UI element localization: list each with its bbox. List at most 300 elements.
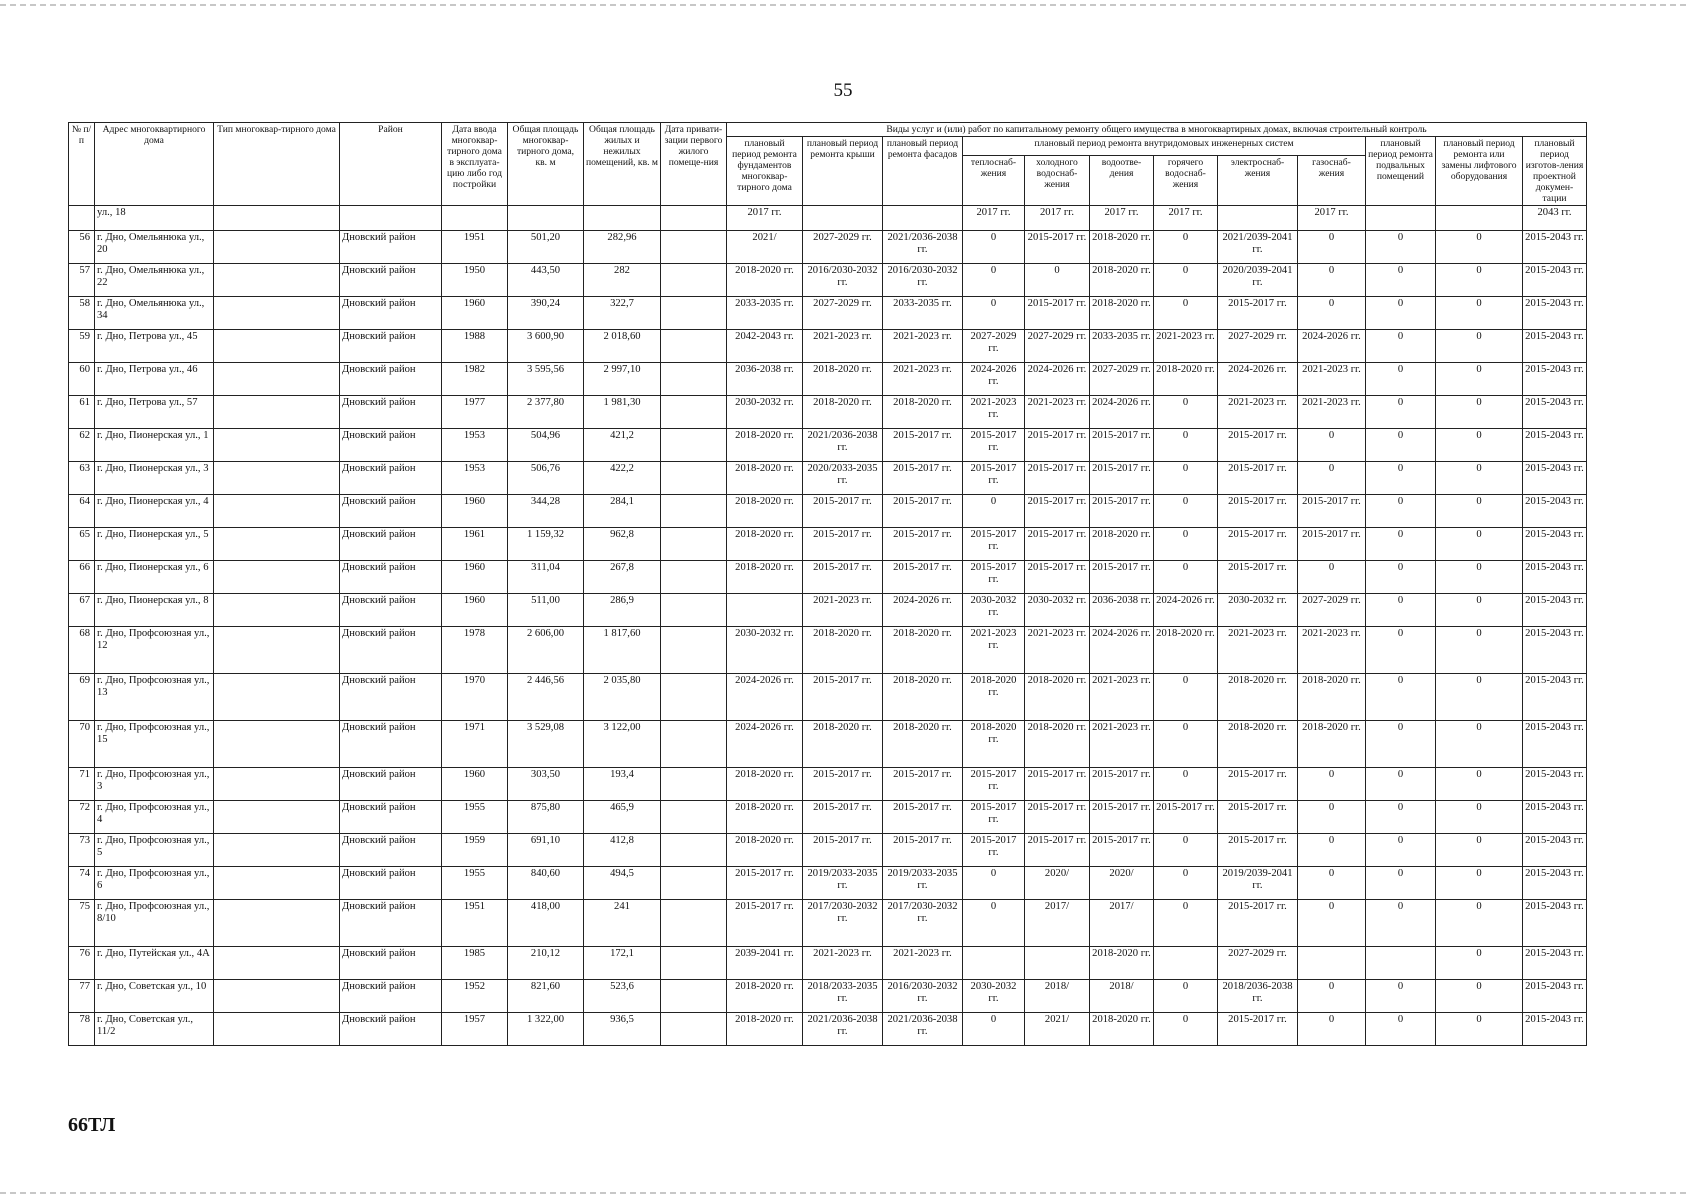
- cell-foundation: 2015-2017 гг.: [727, 900, 803, 947]
- cell-num: 63: [69, 462, 95, 495]
- cell-num: 71: [69, 768, 95, 801]
- cell-heat: 0: [963, 264, 1025, 297]
- cell-electric: 2018-2020 гг.: [1218, 721, 1298, 768]
- cell-num: 60: [69, 363, 95, 396]
- cell-living-area: 2 035,80: [584, 674, 661, 721]
- cell-address: г. Дно, Пионерская ул., 5: [95, 528, 214, 561]
- cell-basement: 0: [1366, 867, 1436, 900]
- cell-num: 70: [69, 721, 95, 768]
- cell-elevator: 0: [1436, 768, 1523, 801]
- cell-design-docs: 2015-2043 гг.: [1523, 561, 1587, 594]
- cell-privatization: [661, 947, 727, 980]
- cell-hot-water: 0: [1154, 867, 1218, 900]
- cell-hot-water: 2018-2020 гг.: [1154, 363, 1218, 396]
- cell-gas: 0: [1298, 297, 1366, 330]
- cell-type: [214, 462, 340, 495]
- cell-elevator: [1436, 206, 1523, 231]
- cell-address: г. Дно, Пионерская ул., 6: [95, 561, 214, 594]
- cell-living-area: 172,1: [584, 947, 661, 980]
- cell-design-docs: 2015-2043 гг.: [1523, 594, 1587, 627]
- cell-electric: 2015-2017 гг.: [1218, 801, 1298, 834]
- cell-foundation: 2018-2020 гг.: [727, 801, 803, 834]
- cell-electric: 2015-2017 гг.: [1218, 528, 1298, 561]
- cell-basement: 0: [1366, 627, 1436, 674]
- cell-address: г. Дно, Советская ул., 10: [95, 980, 214, 1013]
- cell-total-area: 3 595,56: [508, 363, 584, 396]
- cell-drainage: 2018-2020 гг.: [1090, 947, 1154, 980]
- cell-foundation: 2018-2020 гг.: [727, 495, 803, 528]
- cell-drainage: 2018-2020 гг.: [1090, 528, 1154, 561]
- cell-privatization: [661, 363, 727, 396]
- cell-roof: [803, 206, 883, 231]
- cell-year: 1960: [442, 768, 508, 801]
- table-row: [69, 674, 1587, 721]
- cell-hot-water: 0: [1154, 297, 1218, 330]
- cell-total-area: 3 600,90: [508, 330, 584, 363]
- header-roof: плановый период ремонта крыши: [803, 137, 883, 206]
- cell-elevator: 0: [1436, 980, 1523, 1013]
- cell-cold-water: 2015-2017 гг.: [1025, 561, 1090, 594]
- table-row: [69, 980, 1587, 1013]
- cell-district: Дновский район: [340, 396, 442, 429]
- cell-heat: 2018-2020 гг.: [963, 721, 1025, 768]
- cell-heat: 2015-2017 гг.: [963, 801, 1025, 834]
- cell-design-docs: 2015-2043 гг.: [1523, 1013, 1587, 1046]
- cell-facade: 2015-2017 гг.: [883, 429, 963, 462]
- cell-drainage: 2020/: [1090, 867, 1154, 900]
- cell-design-docs: 2015-2043 гг.: [1523, 363, 1587, 396]
- cell-drainage: 2015-2017 гг.: [1090, 462, 1154, 495]
- cell-address: ул., 18: [95, 206, 214, 231]
- cell-hot-water: 0: [1154, 768, 1218, 801]
- cell-heat: 0: [963, 495, 1025, 528]
- cell-num: 69: [69, 674, 95, 721]
- cell-living-area: 465,9: [584, 801, 661, 834]
- cell-living-area: 421,2: [584, 429, 661, 462]
- cell-electric: 2015-2017 гг.: [1218, 462, 1298, 495]
- cell-district: Дновский район: [340, 900, 442, 947]
- cell-electric: 2027-2029 гг.: [1218, 947, 1298, 980]
- cell-total-area: 840,60: [508, 867, 584, 900]
- cell-hot-water: 0: [1154, 721, 1218, 768]
- cell-year: [442, 206, 508, 231]
- cell-address: г. Дно, Петрова ул., 46: [95, 363, 214, 396]
- cell-type: [214, 561, 340, 594]
- table-row: [69, 721, 1587, 768]
- table-row: [69, 900, 1587, 947]
- cell-elevator: 0: [1436, 947, 1523, 980]
- cell-privatization: [661, 297, 727, 330]
- cell-living-area: 523,6: [584, 980, 661, 1013]
- cell-roof: 2027-2029 гг.: [803, 297, 883, 330]
- cell-heat: 2015-2017 гг.: [963, 834, 1025, 867]
- cell-year: 1960: [442, 561, 508, 594]
- cell-cold-water: 2015-2017 гг.: [1025, 297, 1090, 330]
- cell-gas: 2027-2029 гг.: [1298, 594, 1366, 627]
- cell-type: [214, 528, 340, 561]
- cell-year: 1955: [442, 867, 508, 900]
- cell-drainage: 2027-2029 гг.: [1090, 363, 1154, 396]
- capital-repair-table: [68, 122, 1587, 1046]
- cell-type: [214, 330, 340, 363]
- cell-design-docs: 2015-2043 гг.: [1523, 801, 1587, 834]
- cell-total-area: 875,80: [508, 801, 584, 834]
- cell-privatization: [661, 561, 727, 594]
- table-row: [69, 330, 1587, 363]
- cell-type: [214, 206, 340, 231]
- cell-basement: 0: [1366, 264, 1436, 297]
- cell-address: г. Дно, Путейская ул., 4А: [95, 947, 214, 980]
- cell-total-area: 511,00: [508, 594, 584, 627]
- cell-district: Дновский район: [340, 231, 442, 264]
- cell-basement: 0: [1366, 363, 1436, 396]
- cell-basement: 0: [1366, 594, 1436, 627]
- cell-facade: 2019/2033-2035 гг.: [883, 867, 963, 900]
- cell-cold-water: 2021-2023 гг.: [1025, 396, 1090, 429]
- cell-roof: 2015-2017 гг.: [803, 801, 883, 834]
- table-row: [69, 801, 1587, 834]
- cell-address: г. Дно, Профсоюзная ул., 5: [95, 834, 214, 867]
- cell-living-area: [584, 206, 661, 231]
- cell-roof: 2015-2017 гг.: [803, 528, 883, 561]
- cell-elevator: 0: [1436, 462, 1523, 495]
- cell-district: Дновский район: [340, 264, 442, 297]
- cell-elevator: 0: [1436, 330, 1523, 363]
- cell-num: 57: [69, 264, 95, 297]
- cell-basement: 0: [1366, 834, 1436, 867]
- table-row: [69, 495, 1587, 528]
- cell-cold-water: 2015-2017 гг.: [1025, 768, 1090, 801]
- cell-living-area: 286,9: [584, 594, 661, 627]
- cell-design-docs: 2015-2043 гг.: [1523, 396, 1587, 429]
- cell-district: Дновский район: [340, 1013, 442, 1046]
- cell-address: г. Дно, Пионерская ул., 1: [95, 429, 214, 462]
- cell-num: 65: [69, 528, 95, 561]
- cell-heat: 2015-2017 гг.: [963, 561, 1025, 594]
- cell-privatization: [661, 495, 727, 528]
- cell-total-area: 501,20: [508, 231, 584, 264]
- table-row: [69, 396, 1587, 429]
- cell-living-area: 241: [584, 900, 661, 947]
- cell-foundation: 2033-2035 гг.: [727, 297, 803, 330]
- cell-year: 1982: [442, 363, 508, 396]
- cell-foundation: 2036-2038 гг.: [727, 363, 803, 396]
- cell-type: [214, 495, 340, 528]
- cell-heat: 0: [963, 867, 1025, 900]
- header-type: Тип многоквар-тирного дома: [214, 123, 340, 206]
- header-works-group: Виды услуг и (или) работ по капитальному ремонту общего имущества в многоквартирных домах, включая строительный контроль: [727, 123, 1587, 137]
- cell-foundation: 2018-2020 гг.: [727, 462, 803, 495]
- table-row: [69, 363, 1587, 396]
- cell-roof: 2016/2030-2032 гг.: [803, 264, 883, 297]
- cell-facade: 2018-2020 гг.: [883, 396, 963, 429]
- cell-gas: 0: [1298, 264, 1366, 297]
- cell-type: [214, 363, 340, 396]
- cell-num: 58: [69, 297, 95, 330]
- cell-heat: 0: [963, 900, 1025, 947]
- cell-gas: 2021-2023 гг.: [1298, 396, 1366, 429]
- cell-district: Дновский район: [340, 768, 442, 801]
- cell-facade: 2018-2020 гг.: [883, 627, 963, 674]
- cell-hot-water: 0: [1154, 900, 1218, 947]
- cell-living-area: 2 997,10: [584, 363, 661, 396]
- cell-heat: 2015-2017 гг.: [963, 462, 1025, 495]
- cell-district: Дновский район: [340, 429, 442, 462]
- cell-facade: 2015-2017 гг.: [883, 801, 963, 834]
- cell-year: 1951: [442, 900, 508, 947]
- cell-facade: [883, 206, 963, 231]
- cell-privatization: [661, 768, 727, 801]
- cell-total-area: [508, 206, 584, 231]
- cell-num: 74: [69, 867, 95, 900]
- cell-foundation: 2018-2020 гг.: [727, 834, 803, 867]
- cell-num: 78: [69, 1013, 95, 1046]
- cell-drainage: 2017 гг.: [1090, 206, 1154, 231]
- cell-basement: 0: [1366, 462, 1436, 495]
- cell-total-area: 418,00: [508, 900, 584, 947]
- cell-year: 1953: [442, 429, 508, 462]
- cell-elevator: 0: [1436, 264, 1523, 297]
- cell-type: [214, 947, 340, 980]
- cell-design-docs: 2015-2043 гг.: [1523, 297, 1587, 330]
- cell-gas: 0: [1298, 429, 1366, 462]
- cell-gas: 0: [1298, 834, 1366, 867]
- cell-type: [214, 264, 340, 297]
- cell-district: Дновский район: [340, 947, 442, 980]
- header-heat: теплоснаб-жения: [963, 156, 1025, 206]
- cell-living-area: 322,7: [584, 297, 661, 330]
- cell-cold-water: 2015-2017 гг.: [1025, 429, 1090, 462]
- cell-elevator: 0: [1436, 561, 1523, 594]
- cell-privatization: [661, 721, 727, 768]
- cell-gas: 0: [1298, 867, 1366, 900]
- cell-address: г. Дно, Омельянюка ул., 22: [95, 264, 214, 297]
- cell-hot-water: 0: [1154, 980, 1218, 1013]
- cell-elevator: 0: [1436, 627, 1523, 674]
- cell-privatization: [661, 1013, 727, 1046]
- cell-basement: 0: [1366, 297, 1436, 330]
- cell-type: [214, 801, 340, 834]
- table-row: [69, 594, 1587, 627]
- cell-type: [214, 594, 340, 627]
- cell-hot-water: [1154, 947, 1218, 980]
- cell-total-area: 303,50: [508, 768, 584, 801]
- cell-living-area: 422,2: [584, 462, 661, 495]
- cell-district: Дновский район: [340, 834, 442, 867]
- cell-facade: 2015-2017 гг.: [883, 561, 963, 594]
- header-basement: плановый период ремонта подвальных помещений: [1366, 137, 1436, 206]
- cell-district: Дновский район: [340, 721, 442, 768]
- table-row: [69, 264, 1587, 297]
- cell-elevator: 0: [1436, 594, 1523, 627]
- page-number: 55: [833, 80, 853, 101]
- cell-privatization: [661, 330, 727, 363]
- sheet-mark: 66ТЛ: [68, 1114, 116, 1136]
- cell-roof: 2018-2020 гг.: [803, 396, 883, 429]
- cell-facade: 2016/2030-2032 гг.: [883, 264, 963, 297]
- scan-edge-top: [0, 4, 1686, 6]
- header-living-area: Общая площадь жилых и нежилых помещений, кв. м: [584, 123, 661, 206]
- cell-electric: 2021/2039-2041 гг.: [1218, 231, 1298, 264]
- cell-hot-water: 0: [1154, 1013, 1218, 1046]
- cell-hot-water: 2018-2020 гг.: [1154, 627, 1218, 674]
- cell-design-docs: 2015-2043 гг.: [1523, 330, 1587, 363]
- cell-address: г. Дно, Профсоюзная ул., 15: [95, 721, 214, 768]
- cell-design-docs: 2015-2043 гг.: [1523, 768, 1587, 801]
- cell-heat: 2024-2026 гг.: [963, 363, 1025, 396]
- cell-facade: 2015-2017 гг.: [883, 528, 963, 561]
- cell-heat: 2021-2023 гг.: [963, 396, 1025, 429]
- cell-basement: 0: [1366, 528, 1436, 561]
- cell-foundation: 2018-2020 гг.: [727, 528, 803, 561]
- cell-roof: 2021/2036-2038 гг.: [803, 429, 883, 462]
- cell-privatization: [661, 980, 727, 1013]
- cell-gas: 0: [1298, 462, 1366, 495]
- cell-cold-water: 2021-2023 гг.: [1025, 627, 1090, 674]
- cell-design-docs: 2043 гг.: [1523, 206, 1587, 231]
- header-year: Дата ввода многоквар-тирного дома в эксплуата-цию либо год постройки: [442, 123, 508, 206]
- cell-total-area: 504,96: [508, 429, 584, 462]
- cell-gas: 0: [1298, 768, 1366, 801]
- cell-district: Дновский район: [340, 594, 442, 627]
- cell-district: Дновский район: [340, 867, 442, 900]
- cell-address: г. Дно, Омельянюка ул., 34: [95, 297, 214, 330]
- cell-cold-water: 2020/: [1025, 867, 1090, 900]
- cell-basement: 0: [1366, 396, 1436, 429]
- cell-cold-water: 2015-2017 гг.: [1025, 495, 1090, 528]
- cell-design-docs: 2015-2043 гг.: [1523, 900, 1587, 947]
- header-drainage: водоотве-дения: [1090, 156, 1154, 206]
- cell-roof: 2018-2020 гг.: [803, 627, 883, 674]
- cell-privatization: [661, 834, 727, 867]
- table-row: [69, 528, 1587, 561]
- cell-privatization: [661, 264, 727, 297]
- cell-total-area: 691,10: [508, 834, 584, 867]
- cell-drainage: 2018-2020 гг.: [1090, 264, 1154, 297]
- cell-privatization: [661, 231, 727, 264]
- cell-foundation: 2024-2026 гг.: [727, 721, 803, 768]
- cell-year: 1977: [442, 396, 508, 429]
- cell-type: [214, 834, 340, 867]
- cell-cold-water: 2015-2017 гг.: [1025, 801, 1090, 834]
- cell-elevator: 0: [1436, 363, 1523, 396]
- cell-num: 64: [69, 495, 95, 528]
- cell-privatization: [661, 674, 727, 721]
- cell-address: г. Дно, Профсоюзная ул., 12: [95, 627, 214, 674]
- cell-hot-water: 0: [1154, 528, 1218, 561]
- cell-num: 59: [69, 330, 95, 363]
- cell-design-docs: 2015-2043 гг.: [1523, 980, 1587, 1013]
- header-design-docs: плановый период изготов-ления проектной докумен-тации: [1523, 137, 1587, 206]
- cell-basement: 0: [1366, 768, 1436, 801]
- cell-address: г. Дно, Профсоюзная ул., 4: [95, 801, 214, 834]
- cell-gas: 2017 гг.: [1298, 206, 1366, 231]
- cell-drainage: 2036-2038 гг.: [1090, 594, 1154, 627]
- cell-electric: 2024-2026 гг.: [1218, 363, 1298, 396]
- cell-privatization: [661, 900, 727, 947]
- cell-foundation: 2018-2020 гг.: [727, 1013, 803, 1046]
- cell-num: 73: [69, 834, 95, 867]
- cell-cold-water: 2015-2017 гг.: [1025, 231, 1090, 264]
- table-row: [69, 867, 1587, 900]
- cell-basement: 0: [1366, 330, 1436, 363]
- cell-year: 1961: [442, 528, 508, 561]
- cell-year: 1988: [442, 330, 508, 363]
- cell-heat: 2030-2032 гг.: [963, 980, 1025, 1013]
- cell-roof: 2015-2017 гг.: [803, 768, 883, 801]
- cell-address: г. Дно, Советская ул., 11/2: [95, 1013, 214, 1046]
- cell-basement: 0: [1366, 801, 1436, 834]
- cell-elevator: 0: [1436, 721, 1523, 768]
- cell-gas: 0: [1298, 900, 1366, 947]
- cell-design-docs: 2015-2043 гг.: [1523, 947, 1587, 980]
- cell-cold-water: 2018/: [1025, 980, 1090, 1013]
- cell-design-docs: 2015-2043 гг.: [1523, 264, 1587, 297]
- cell-basement: 0: [1366, 231, 1436, 264]
- cell-electric: 2015-2017 гг.: [1218, 834, 1298, 867]
- cell-year: 1955: [442, 801, 508, 834]
- cell-heat: 2015-2017 гг.: [963, 429, 1025, 462]
- cell-roof: 2027-2029 гг.: [803, 231, 883, 264]
- cell-living-area: 193,4: [584, 768, 661, 801]
- cell-roof: 2015-2017 гг.: [803, 834, 883, 867]
- cell-roof: 2018/2033-2035 гг.: [803, 980, 883, 1013]
- cell-heat: 2015-2017 гг.: [963, 528, 1025, 561]
- cell-address: г. Дно, Омельянюка ул., 20: [95, 231, 214, 264]
- table-row: [69, 1013, 1587, 1046]
- cell-district: Дновский район: [340, 561, 442, 594]
- cell-electric: [1218, 206, 1298, 231]
- cell-basement: 0: [1366, 561, 1436, 594]
- table-row: [69, 768, 1587, 801]
- cell-facade: 2033-2035 гг.: [883, 297, 963, 330]
- cell-roof: 2021-2023 гг.: [803, 947, 883, 980]
- cell-year: 1957: [442, 1013, 508, 1046]
- cell-foundation: 2018-2020 гг.: [727, 768, 803, 801]
- cell-num: 56: [69, 231, 95, 264]
- cell-privatization: [661, 801, 727, 834]
- cell-type: [214, 900, 340, 947]
- cell-elevator: 0: [1436, 834, 1523, 867]
- cell-num: 66: [69, 561, 95, 594]
- cell-elevator: 0: [1436, 396, 1523, 429]
- cell-type: [214, 1013, 340, 1046]
- header-total-area: Общая площадь многоквар-тирного дома, кв. м: [508, 123, 584, 206]
- cell-year: 1951: [442, 231, 508, 264]
- cell-drainage: 2015-2017 гг.: [1090, 429, 1154, 462]
- cell-facade: 2021-2023 гг.: [883, 363, 963, 396]
- header-cold-water: холодного водоснаб-жения: [1025, 156, 1090, 206]
- cell-year: 1970: [442, 674, 508, 721]
- cell-heat: 2017 гг.: [963, 206, 1025, 231]
- cell-foundation: 2015-2017 гг.: [727, 867, 803, 900]
- cell-num: 67: [69, 594, 95, 627]
- cell-type: [214, 768, 340, 801]
- cell-num: 68: [69, 627, 95, 674]
- cell-roof: 2019/2033-2035 гг.: [803, 867, 883, 900]
- header-district: Район: [340, 123, 442, 206]
- cell-design-docs: 2015-2043 гг.: [1523, 429, 1587, 462]
- cell-electric: 2015-2017 гг.: [1218, 768, 1298, 801]
- cell-roof: 2020/2033-2035 гг.: [803, 462, 883, 495]
- cell-district: [340, 206, 442, 231]
- cell-heat: [963, 947, 1025, 980]
- cell-elevator: 0: [1436, 495, 1523, 528]
- cell-elevator: 0: [1436, 429, 1523, 462]
- cell-cold-water: 2018-2020 гг.: [1025, 674, 1090, 721]
- cell-foundation: 2018-2020 гг.: [727, 980, 803, 1013]
- cell-district: Дновский район: [340, 330, 442, 363]
